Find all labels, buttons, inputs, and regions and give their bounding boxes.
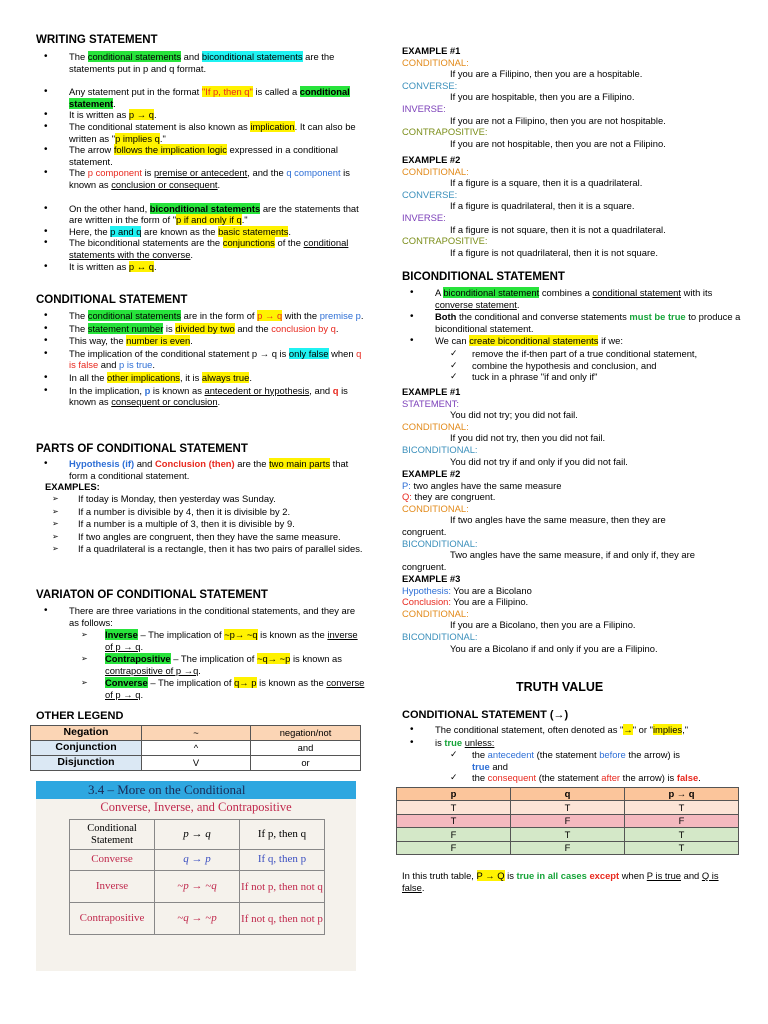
conditional-label: CONDITIONAL:: [402, 56, 469, 68]
list-item: ➢ Contrapositive – The implication of ~q→ ~p is known as contrapositive of p →q.: [36, 653, 366, 676]
list-item: ✓ remove the if-then part of a true conditional statement,: [402, 348, 742, 360]
legend-table: [30, 725, 361, 771]
list-item: • The conditional statement is also known as implication. It can also be written as "p implies q.": [36, 121, 366, 144]
example-text: If a figure is not quadrilateral, then it is not square.: [450, 246, 658, 258]
table-row: [31, 756, 361, 771]
list-item: • Here, the p and q are known as the basic statements.: [36, 226, 366, 238]
conclusion-line: Conclusion: You are a Filipino.: [402, 596, 529, 608]
example-text: If you are a Bicolano, then you are a Filipino.: [450, 619, 636, 631]
converse-label: CONVERSE:: [402, 79, 458, 91]
example-text: If you are hospitable, then you are a Filipino.: [450, 91, 635, 103]
table-cell: Converse: [70, 850, 155, 871]
bicond-example-1: [402, 386, 742, 467]
table-cell: T: [511, 828, 625, 841]
list-item: ✓ the antecedent (the statement before the arrow) is true and: [402, 749, 742, 772]
truth-value-list: [402, 724, 742, 748]
contrapositive-label: CONTRAPOSITIVE:: [402, 126, 488, 138]
variation-list: [36, 605, 366, 628]
table-cell: F: [397, 828, 511, 841]
heading-parts: PARTS OF CONDITIONAL STATEMENT: [36, 443, 248, 455]
biconditional-label: BICONDITIONAL:: [402, 443, 478, 455]
truth-value-conditions: [402, 749, 742, 784]
table-cell: Conditional Statement: [70, 820, 155, 850]
legend-cell: ^: [142, 741, 251, 756]
table-row: [31, 726, 361, 741]
list-item: • The conditional statement, often denoted as "→" or "implies,": [402, 724, 742, 736]
example-label: EXAMPLE #1: [402, 386, 461, 397]
example-text: You are a Bicolano if and only if you are a Filipino.: [450, 642, 658, 654]
list-item: • The conditional statements and biconditional statements are the statements put in p and q format.: [36, 51, 366, 74]
hypothesis-line: Hypothesis: You are a Bicolano: [402, 584, 532, 596]
textbook-subtitle: Converse, Inverse, and Contrapositive: [100, 800, 292, 814]
list-item: ✓ the consequent (the statement after the arrow) is false.: [402, 772, 742, 784]
textbook-excerpt-image: [36, 781, 356, 971]
example-text: If you did not try, then you did not fail.: [450, 432, 606, 444]
list-item: ✓ tuck in a phrase "if and only if": [402, 371, 742, 383]
list-item: • The conditional statements are in the form of p → q with the premise p.: [36, 310, 366, 322]
legend-cell: Conjunction: [31, 741, 142, 756]
table-row: [70, 871, 325, 903]
table-row: [397, 801, 739, 814]
parts-list: [36, 458, 366, 481]
writing-list: [36, 51, 366, 272]
table-cell: If p, then q: [240, 820, 325, 850]
table-row: [70, 850, 325, 871]
bicond-example-3: [402, 573, 742, 654]
list-item: ➢ Converse – The implication of q→ p is known as the converse of p → q.: [36, 677, 366, 700]
example-label: EXAMPLE #2: [402, 468, 461, 479]
example-text: You did not try if and only if you did not fail.: [450, 455, 628, 467]
list-item: • There are three variations in the conditional statements, and they are as follows:: [36, 605, 366, 628]
table-cell: ~q → ~p: [155, 903, 240, 935]
legend-cell: ~: [142, 726, 251, 741]
table-cell: Contrapositive: [70, 903, 155, 935]
table-row: [397, 788, 739, 801]
list-item: • Hypothesis (if) and Conclusion (then) are the two main parts that form a conditional statement.: [36, 458, 366, 481]
legend-cell: negation/not: [251, 726, 361, 741]
inverse-label: INVERSE:: [402, 211, 446, 223]
list-item: ➢ If a number is a multiple of 3, then it is divisible by 9.: [36, 518, 366, 530]
heading-biconditional: BICONDITIONAL STATEMENT: [402, 271, 565, 283]
list-item: • is true unless:: [402, 737, 742, 749]
list-item: • Any statement put in the format "If p, then q" is called a conditional statement.: [36, 86, 366, 109]
list-item: • The statement number is divided by two and the conclusion by q.: [36, 323, 366, 335]
table-header: p: [397, 788, 511, 801]
table-cell: F: [511, 814, 625, 827]
p-definition: P: two angles have the same measure: [402, 479, 562, 491]
table-cell: T: [625, 828, 739, 841]
table-row: [70, 820, 325, 850]
example-text: If you are not a Filipino, then you are not hospitable.: [450, 114, 666, 126]
table-header: q: [511, 788, 625, 801]
table-cell: p → q: [155, 820, 240, 850]
example-text: congruent.: [402, 560, 447, 572]
heading-truth-value: TRUTH VALUE: [516, 680, 604, 694]
bicond-example-2: [402, 468, 742, 572]
example-text: You did not try; you did not fail.: [450, 409, 578, 421]
biconditional-list: [402, 287, 742, 347]
list-item: • Both the conditional and converse statements must be true to produce a biconditional statement.: [402, 311, 742, 334]
table-cell: Inverse: [70, 871, 155, 903]
heading-writing-statement: WRITING STATEMENT: [36, 34, 158, 46]
table-cell: If not p, then not q: [240, 871, 325, 903]
example-label: EXAMPLE #3: [402, 573, 461, 584]
list-item: • It is written as p ↔ q.: [36, 261, 366, 273]
variation-items: [36, 629, 366, 701]
heading-other-legend: OTHER LEGEND: [36, 710, 124, 722]
q-definition: Q: they are congruent.: [402, 491, 496, 503]
inverse-label: INVERSE:: [402, 102, 446, 114]
list-item: • We can create biconditional statements if we:: [402, 335, 742, 347]
heading-conditional-arrow: CONDITIONAL STATEMENT (→): [402, 709, 569, 721]
example-2-block: [402, 154, 742, 258]
statement-label: STATEMENT:: [402, 397, 459, 409]
list-item: ✓ combine the hypothesis and conclusion, and: [402, 360, 742, 372]
table-cell: T: [397, 814, 511, 827]
conditional-label: CONDITIONAL:: [402, 607, 469, 619]
example-text: If a figure is quadrilateral, then it is a square.: [450, 200, 635, 212]
list-item: • On the other hand, biconditional statements are the statements that are written in the form of "p if and only if q.": [36, 203, 366, 226]
table-cell: If q, then p: [240, 850, 325, 871]
table-row: [31, 741, 361, 756]
conditional-label: CONDITIONAL:: [402, 502, 469, 514]
example-label: EXAMPLE #1: [402, 45, 461, 56]
table-cell: ~p → ~q: [155, 871, 240, 903]
legend-cell: and: [251, 741, 361, 756]
list-item: ➢ Inverse – The implication of ~p→ ~q is known as the inverse of p → q.: [36, 629, 366, 652]
example-text: Two angles have the same measure, if and only if, they are: [450, 549, 695, 561]
examples-list: [36, 493, 366, 555]
list-item: • The implication of the conditional statement p → q is only false when q is false and p is true.: [36, 348, 366, 371]
biconditional-label: BICONDITIONAL:: [402, 537, 478, 549]
table-cell: F: [511, 841, 625, 854]
example-text: If you are not hospitable, then you are not a Filipino.: [450, 137, 666, 149]
textbook-table: [69, 819, 325, 935]
example-text: If a figure is not square, then it is not a quadrilateral.: [450, 223, 666, 235]
list-item: • In the implication, p is known as antecedent or hypothesis, and q is known as consequent or conclusion.: [36, 385, 366, 408]
example-text: If a figure is a square, then it is a quadrilateral.: [450, 177, 643, 189]
table-cell: F: [625, 814, 739, 827]
list-item: ➢ If today is Monday, then yesterday was Sunday.: [36, 493, 366, 505]
table-cell: F: [397, 841, 511, 854]
table-row: [397, 841, 739, 854]
example-text: If two angles have the same measure, then they are: [450, 514, 666, 526]
table-row: [397, 828, 739, 841]
conditional-label: CONDITIONAL:: [402, 165, 469, 177]
list-item: ➢ If two angles are congruent, then they have the same measure.: [36, 531, 366, 543]
examples-label: EXAMPLES:: [45, 481, 100, 492]
conditional-list: [36, 310, 366, 408]
table-cell: T: [397, 801, 511, 814]
table-row: [70, 903, 325, 935]
example-text: congruent.: [402, 525, 447, 537]
table-cell: T: [511, 801, 625, 814]
textbook-title: 3.4 – More on the Conditional: [36, 781, 356, 799]
legend-cell: V: [142, 756, 251, 771]
table-cell: T: [625, 841, 739, 854]
heading-variation: VARIATON OF CONDITIONAL STATEMENT: [36, 589, 268, 601]
heading-conditional-statement: CONDITIONAL STATEMENT: [36, 294, 188, 306]
table-cell: If not q, then not p: [240, 903, 325, 935]
list-item: • This way, the number is even.: [36, 335, 366, 347]
table-cell: q → p: [155, 850, 240, 871]
table-cell: T: [625, 801, 739, 814]
example-1-block: [402, 45, 742, 149]
list-item: • The p component is premise or antecedent, and the q component is known as conclusion or consequent.: [36, 167, 366, 190]
list-item: • The arrow follows the implication logic expressed in a conditional statement.: [36, 144, 366, 167]
legend-cell: Negation: [31, 726, 142, 741]
truth-table-note: In this truth table, P → Q is true in all cases except when P is true and Q is false.: [402, 870, 719, 893]
list-item: • It is written as p → q.: [36, 109, 366, 121]
list-item: • In all the other implications, it is always true.: [36, 372, 366, 384]
list-item: • A biconditional statement combines a conditional statement with its converse statement.: [402, 287, 742, 310]
biconditional-steps: [402, 348, 742, 383]
contrapositive-label: CONTRAPOSITIVE:: [402, 235, 488, 247]
list-item: ➢ If a quadrilateral is a rectangle, then it has two pairs of parallel sides.: [36, 543, 366, 555]
truth-table: [396, 787, 739, 855]
biconditional-label: BICONDITIONAL:: [402, 630, 478, 642]
table-row: [397, 814, 739, 827]
example-text: If you are a Filipino, then you are a hospitable.: [450, 68, 643, 80]
list-item: • The biconditional statements are the conjunctions of the conditional statements with the converse.: [36, 237, 366, 260]
conditional-label: CONDITIONAL:: [402, 420, 469, 432]
list-item: ➢ If a number is divisible by 4, then it is divisible by 2.: [36, 506, 366, 518]
legend-cell: Disjunction: [31, 756, 142, 771]
table-header: p → q: [625, 788, 739, 801]
example-label: EXAMPLE #2: [402, 154, 461, 165]
legend-cell: or: [251, 756, 361, 771]
converse-label: CONVERSE:: [402, 188, 458, 200]
